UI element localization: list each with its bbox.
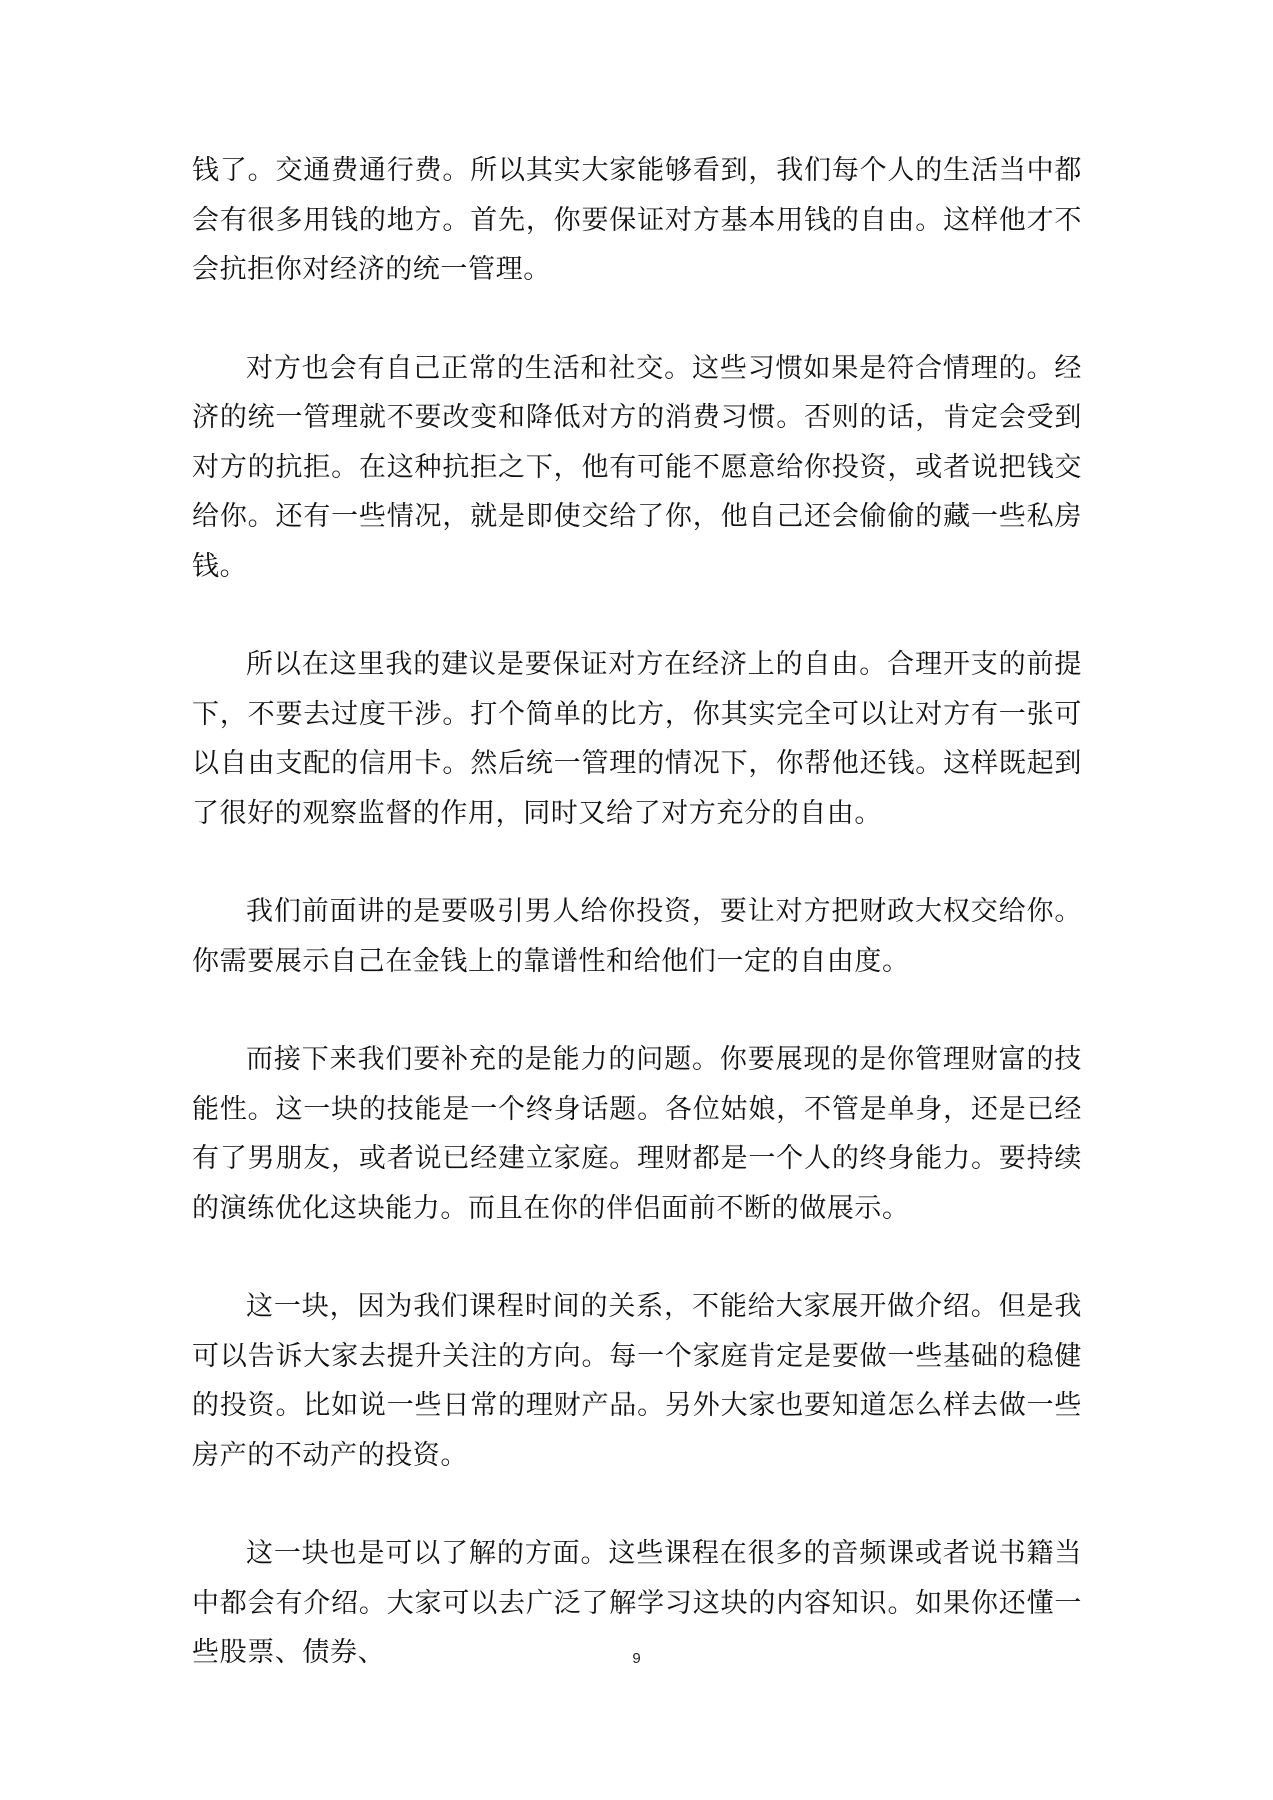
paragraph-5: 而接下来我们要补充的是能力的问题。你要展现的是你管理财富的技能性。这一块的技能是一个终身话题。各位姑娘，不管是单身，还是已经有了男朋友，或者说已经建立家庭。理财都是一个人的终身能力。要持续的演练优化这块能力。而且在你的伴侣面前不断的做展示。: [192, 1044, 1082, 1224]
paragraph-4: 我们前面讲的是要吸引男人给你投资，要让对方把财政大权交给你。你需要展示自己在金钱上的靠谱性和给他们一定的自由度。: [192, 896, 1082, 977]
paragraph-1: 钱了。交通费通行费。所以其实大家能够看到，我们每个人的生活当中都会有很多用钱的地方。首先，你要保证对方基本用钱的自由。这样他才不会抗拒你对经济的统一管理。: [192, 155, 1082, 285]
paragraph-2: 对方也会有自己正常的生活和社交。这些习惯如果是符合情理的。经济的统一管理就不要改变和降低对方的消费习惯。否则的话，肯定会受到对方的抗拒。在这种抗拒之下，他有可能不愿意给你投资，或者说把钱交给你。还有一些情况，就是即使交给了你，他自己还会偷偷的藏一些私房钱。: [192, 352, 1082, 582]
page-number: 9: [632, 1650, 641, 1667]
paragraph-3: 所以在这里我的建议是要保证对方在经济上的自由。合理开支的前提下，不要去过度干涉。打个简单的比方，你其实完全可以让对方有一张可以自由支配的信用卡。然后统一管理的情况下，你帮他还钱。这样既起到了很好的观察监督的作用，同时又给了对方充分的自由。: [192, 649, 1082, 829]
page-body: [192, 146, 1082, 1678]
paragraph-6: 这一块，因为我们课程时间的关系，不能给大家展开做介绍。但是我可以告诉大家去提升关注的方向。每一个家庭肯定是要做一些基础的稳健的投资。比如说一些日常的理财产品。另外大家也要知道怎么样去做一些房产的不动产的投资。: [192, 1291, 1082, 1471]
paragraph-7: 这一块也是可以了解的方面。这些课程在很多的音频课或者说书籍当中都会有介绍。大家可以去广泛了解学习这块的内容知识。如果你还懂一些股票、债券、: [192, 1538, 1082, 1668]
